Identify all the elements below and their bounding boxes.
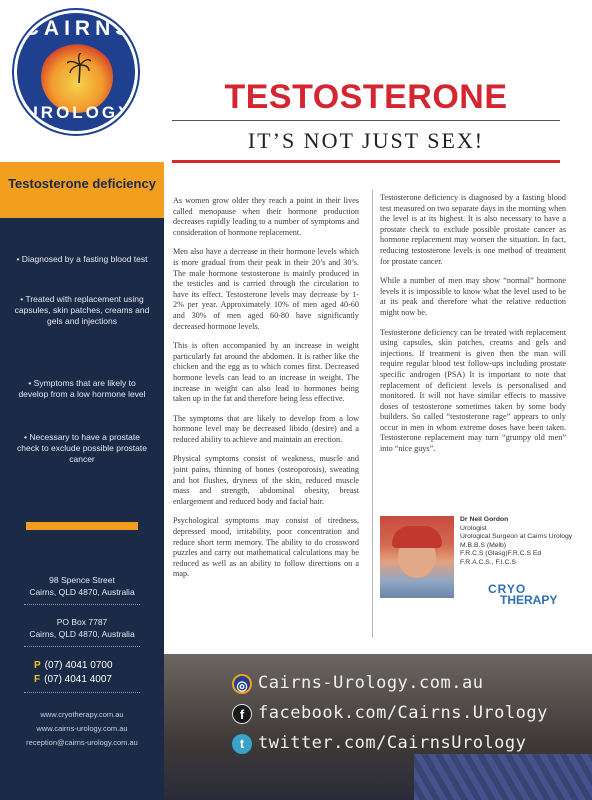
article-paragraph: Men also have a decrease in their hormone levels which is more gradual from their peak in their 20’s and 30’s. The male hormone testosterone is mainly produced in the testicles and is carried through the circulation to have its effect. Testosterone levels may decrease by 1-2% per year. Approximately 10% of men aged 40-60 and 30% of men aged 60-80 have significantly decreased hormone levels. — [173, 247, 359, 331]
doctor-name: Dr Neil Gordon — [460, 516, 509, 523]
page-subtitle: IT’S NOT JUST SEX! — [247, 128, 485, 153]
phone-label: P — [34, 660, 41, 671]
logo-bottom-text: UROLOGY — [25, 103, 133, 122]
facebook-icon: f — [232, 704, 252, 724]
twitter-icon: t — [232, 734, 252, 754]
article-paragraph: The symptoms that are likely to develop from a low hormone level may be decreased libido (desire) and a reduced ability to achieve and maintain an erection. — [173, 413, 359, 444]
article-paragraph: Psychological symptoms may consist of tiredness, depressed mood, irritability, poor concentration and reduce short term memory. The ability to do crossword puzzles and carry out mathematical calculations may be reduced as well as an ability to follow directions on a map. — [173, 516, 359, 579]
page-title: TESTOSTERONE — [224, 78, 508, 116]
banner-hex-pattern — [414, 754, 592, 800]
doctor-credential-line: F.R.A.C.S., F.I.C.S — [460, 558, 516, 566]
phone-value: (07) 4041 0700 — [44, 660, 113, 671]
phone-number[interactable] — [34, 660, 144, 671]
sidebar-bullet: • Treated with replacement using capsules, skin patches, creams and gels and injections — [14, 294, 150, 326]
doctor-credential-line: Urologist — [460, 524, 487, 532]
palm-tree-icon — [67, 53, 91, 83]
fax-number — [34, 674, 144, 685]
article-paragraph: This is often accompanied by an increase in weight particularly fat around the abdomen. It is rather like the chicken and the egg as to which comes first. Decreased hormone levels can lead to an increase in weight. The increase in weight can also lead to hormones being taken up in the fat and therefore being less effective. — [173, 341, 359, 404]
title-divider — [172, 120, 560, 121]
cairns-urology-logo — [14, 10, 138, 134]
article-paragraph: While a number of men may show “normal” hormone levels it is impossible to know what the level used to be at its peak and therefore what the relative reduction might now be. — [380, 276, 566, 317]
social-banner — [164, 654, 592, 800]
facebook-link[interactable]: facebook.com/Cairns.Urology — [258, 703, 548, 723]
doctor-credential-line: M.B.B.S (Melb) — [460, 541, 507, 549]
sidebar-bullet: • Diagnosed by a fasting blood test — [16, 254, 148, 264]
fax-label: F — [34, 674, 41, 685]
column-divider — [372, 190, 373, 638]
page-header — [0, 0, 592, 160]
article-paragraph: Testosterone deficiency can be treated with replacement using capsules, skin patches, creams and gels and injections. If treatment is given then the man will require regular blood test follow-ups including prostate specific androgen (PSA) It is important to note that replacement of deficient levels is personalised and monitored. It will not have similar effects to massive doses of testosterone sometimes taken by some body builders. So called “testosterone rage” appears to only occur in men in whom extreme doses have been taken. Testosterone replacement may turn “grumpy old men” into “nice guys”. — [380, 327, 566, 454]
sidebar-separator — [24, 692, 140, 693]
sidebar-separator — [24, 604, 140, 605]
street-address-line: 98 Spence Street — [49, 575, 115, 585]
sidebar — [0, 162, 164, 800]
reception-email-link[interactable]: reception@cairns-urology.com.au — [26, 738, 138, 747]
po-box-city: Cairns, QLD 4870, Australia — [29, 629, 135, 639]
cryotherapy-link[interactable]: www.cryotherapy.com.au — [40, 710, 124, 719]
cairns-urology-link[interactable]: www.cairns-urology.com.au — [36, 724, 128, 733]
doctor-credentials — [460, 516, 584, 568]
sidebar-bullet: • Symptoms that are likely to develop from a low hormone level — [18, 378, 146, 399]
sidebar-orange-bar — [26, 522, 138, 530]
logo-top-text: CAIRNS — [23, 17, 135, 40]
fax-value: (07) 4041 4007 — [44, 674, 112, 685]
sidebar-bullet: • Necessary to have a prostate check to exclude possible prostate cancer — [17, 432, 147, 464]
doctor-photo — [380, 516, 454, 598]
twitter-link[interactable]: twitter.com/CairnsUrology — [258, 733, 527, 753]
article-paragraph: As women grow older they reach a point in their lives called menopause when their hormone production decreases rapidly leading to a number of symptoms and consideration of hormone replacement. — [173, 196, 359, 237]
cryo-logo-line2: THERAPY — [500, 593, 558, 607]
article-paragraph: Testosterone deficiency is diagnosed by a fasting blood test measured on two separate days in the morning when the level is at its highest. It is also necessary to have a prostate check to exclude possible prostate cancer as hormone replacement may worsen the situation. In fact, reducing testosterone levels is one method of treatment for prostate cancer. — [380, 193, 566, 266]
article-paragraph: Physical symptoms consist of weakness, muscle and joint pains, thinning of bones (osteoporosis), sweating and hot flushes, dryness of the skin, reduced muscle mass and strength, abdominal obesity, breast enlargement and reduced body and facial hair. — [173, 454, 359, 506]
street-address-city: Cairns, QLD 4870, Australia — [29, 587, 135, 597]
surgical-cap — [392, 526, 442, 548]
website-link[interactable]: Cairns-Urology.com.au — [258, 673, 484, 693]
article-column-2 — [380, 193, 566, 464]
doctor-credential-line: Urological Surgeon at Cairns Urology — [460, 533, 573, 541]
cryotherapy-logo — [488, 582, 578, 607]
cryo-logo-line1: CRYO — [488, 582, 527, 596]
article-column-1 — [173, 196, 359, 589]
globe-icon: ◎ — [232, 674, 252, 694]
doctor-credential-line: F.R.C.S (Glasg)F.R.C.S Ed — [460, 550, 542, 558]
po-box-line: PO Box 7787 — [56, 617, 108, 627]
sidebar-heading: Testosterone deficiency — [0, 162, 164, 218]
subtitle-red-rule — [172, 160, 560, 163]
sidebar-separator — [24, 646, 140, 647]
